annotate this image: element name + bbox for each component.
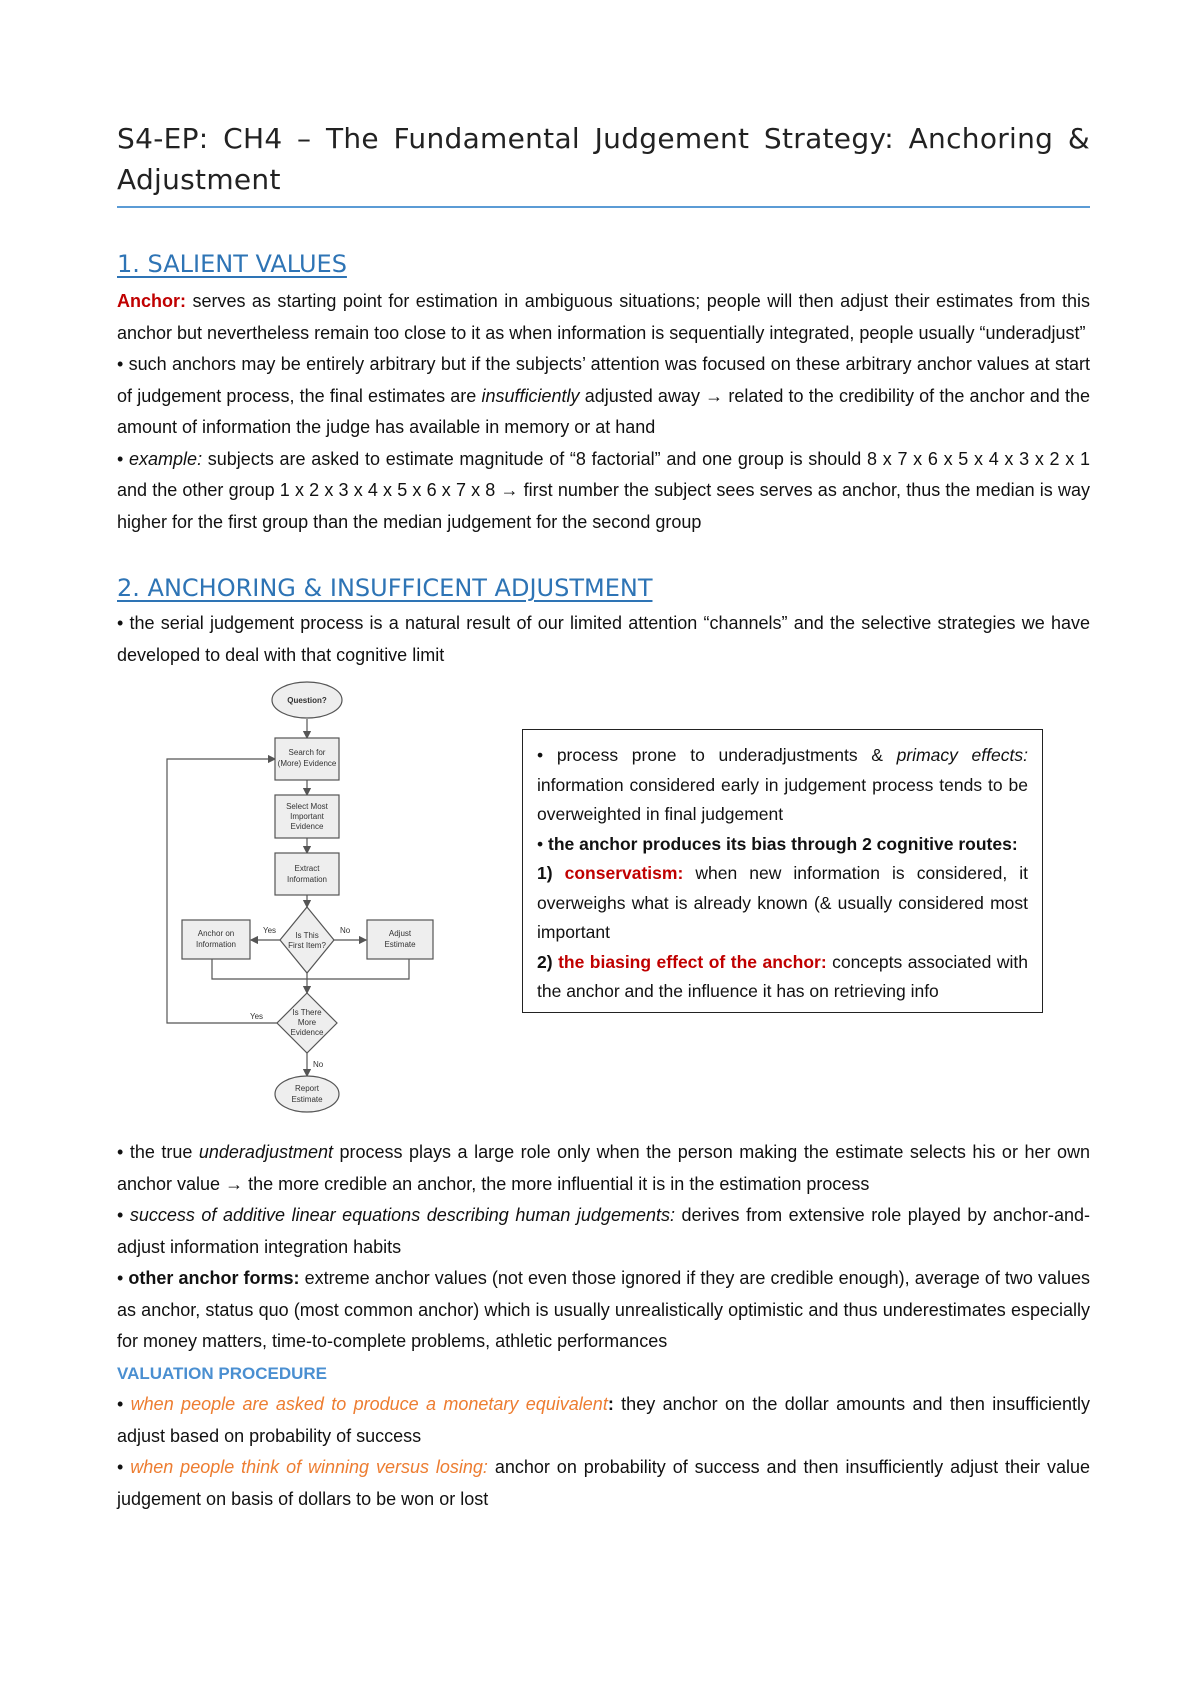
bullet-emphasis: insufficiently <box>481 385 580 406</box>
flowchart-label: Is There <box>292 1008 322 1017</box>
flowchart-label: Anchor on <box>197 929 235 938</box>
arrow-right-icon: → <box>500 480 519 500</box>
bullet-glyph: • <box>117 1205 124 1225</box>
section1-bullet-arbitrary <box>117 349 1090 444</box>
flowchart-label: Select Most <box>286 802 328 811</box>
flowchart-edge-label: No <box>313 1060 324 1069</box>
end-node-report-estimate <box>275 1076 339 1112</box>
bullet-text: subjects are asked to estimate magnitude of “8 factorial” and one group is should 8 x 7 x 6 x 5 x 4 x 3 x 2 x 1 and the other group 1 x 2 x 3 x 4 x 5 x 6 x 7 x 8 <box>117 448 1090 500</box>
bullet-glyph: • <box>117 448 124 469</box>
bullet-text: first number the subject sees serves as anchor, thus the median is way higher for the first group than the median judgement for the second group <box>117 480 1090 532</box>
bullet-text: the serial judgement process is a natural result of our limited attention “channels” and the selective strategies we have developed to deal with that cognitive limit <box>117 613 1090 665</box>
lower-bullet-linear-equations <box>117 1200 1090 1263</box>
box-route-biasing <box>537 948 1028 1007</box>
bullet-colon: : <box>607 1394 614 1414</box>
flowchart-label: Question? <box>287 696 327 705</box>
route-text: when new information is considered, it overweighs what is already known (& usually considered most important <box>537 863 1028 942</box>
bullet-orange-emphasis: when people think of winning versus losing: <box>130 1457 488 1477</box>
bullet-emphasis: underadjustment <box>198 1142 333 1162</box>
flowchart-label: Report <box>294 1084 320 1093</box>
flowchart-label: Estimate <box>384 940 416 949</box>
lower-bullet-anchor-forms <box>117 1263 1090 1358</box>
flowchart-label: More <box>297 1018 317 1027</box>
bullet-glyph: • <box>117 354 124 374</box>
flowchart-label: Search for <box>288 748 326 757</box>
document-page <box>117 118 1090 1515</box>
valuation-procedure-heading: VALUATION PROCEDURE <box>117 1363 327 1383</box>
section2-heading: 2. ANCHORING & INSUFFICENT ADJUSTMENT <box>117 574 653 602</box>
route-term: conservatism: <box>564 863 684 883</box>
bullet-text: such anchors may be entirely arbitrary but if the subjects’ attention was focused on these arbitrary anchor values at start of judgement process, the final estimates are <box>117 354 1090 406</box>
bullet-glyph: • <box>117 1457 124 1477</box>
flowchart-label: (More) Evidence <box>277 759 337 768</box>
bullet-emphasis: example: <box>129 448 203 469</box>
anchor-definition <box>117 286 1090 349</box>
flowchart-label: Adjust <box>388 929 412 938</box>
bullet-text: extreme anchor values (not even those ignored if they are credible enough), average of two values as anchor, status quo (most common anchor) which is usually unrealistically optimistic and thus underestimates especially for money matters, time-to-complete problems, athletic performances <box>117 1268 1091 1351</box>
flowchart-label: Evidence <box>290 1028 324 1037</box>
decision-first-item <box>280 907 334 973</box>
route-term: the biasing effect of the anchor: <box>558 951 827 972</box>
bullet-strong: the anchor produces its bias through 2 cognitive routes: <box>548 833 1018 854</box>
summary-box <box>522 729 1043 1013</box>
bullet-text: related to the credibility of the anchor and the amount of information the judge has available in memory or at hand <box>117 385 1090 437</box>
box-bullet-routes <box>537 830 1028 860</box>
bullet-text: they anchor on the dollar amounts and then insufficiently adjust based on probability of success <box>117 1394 1090 1446</box>
bullet-glyph: • <box>537 833 544 854</box>
bullet-glyph: • <box>117 1394 124 1414</box>
bullet-glyph: • <box>117 1142 124 1162</box>
bullet-glyph: • <box>117 613 124 633</box>
section1-heading: 1. SALIENT VALUES <box>117 250 347 278</box>
bullet-text: adjusted away <box>579 385 706 406</box>
bullet-text: process prone to underadjustments & <box>556 745 897 765</box>
page-title: S4-EP: CH4 – The Fundamental Judgement Strategy: Anchoring & Adjustment <box>117 122 1090 196</box>
flowchart-edge-label: No <box>340 926 351 935</box>
flowchart-label: Important <box>290 812 324 821</box>
bullet-text: derives from extensive role played by anchor-and-adjust information integration habits <box>117 1205 1090 1257</box>
section1-bullet-example <box>117 444 1090 539</box>
flowchart-edge-label: Yes <box>250 1012 264 1021</box>
bullet-text: anchor on probability of success and then insufficiently adjust their value judgement on basis of dollars to be won or lost <box>117 1457 1090 1509</box>
bullet-glyph: • <box>537 745 544 765</box>
anchor-definition-text: serves as starting point for estimation in ambiguous situations; people will then adjust their estimates from this anchor but nevertheless remain too close to it as when information is sequentially integrated, people usually “underadjust” <box>117 291 1090 343</box>
bullet-emphasis: primacy effects: <box>896 745 1028 765</box>
node-extract-information <box>275 853 339 895</box>
bullet-text: the more credible an anchor, the more influential it is in the estimation process <box>243 1173 870 1194</box>
bullet-orange-emphasis: when people are asked to produce a monetary equivalent <box>130 1394 608 1414</box>
bullet-emphasis: success of additive linear equations describing human judgements: <box>129 1205 675 1225</box>
box-route-conservatism <box>537 859 1028 948</box>
flowchart-edge-label: Yes <box>263 926 277 935</box>
box-bullet-primacy <box>537 741 1028 830</box>
flowchart-label: Extract <box>294 864 320 873</box>
anchoring-flowchart <box>147 675 467 1135</box>
valuation-bullet-monetary <box>117 1389 1090 1452</box>
flowchart-label: Evidence <box>290 822 324 831</box>
bullet-strong: other anchor forms: <box>128 1268 300 1288</box>
route-number: 2) <box>537 951 559 972</box>
route-text: concepts associated with the anchor and the influence it has on retrieving info <box>537 951 1028 1001</box>
flowchart-label: Estimate <box>291 1095 323 1104</box>
route-number: 1) <box>537 863 565 883</box>
arrow-right-icon: → <box>705 385 724 406</box>
flowchart-label: Information <box>195 940 237 949</box>
arrow-right-icon: → <box>225 1173 244 1194</box>
bullet-text: the true <box>129 1142 199 1162</box>
anchor-term: Anchor: <box>117 291 186 311</box>
title-underline <box>117 206 1090 208</box>
figure-row <box>117 675 1090 1137</box>
flowchart-label: First Item? <box>288 941 326 950</box>
valuation-bullet-winning <box>117 1452 1090 1515</box>
lower-bullet-underadjustment <box>117 1137 1090 1200</box>
flowchart-label: Is This <box>295 931 319 940</box>
bullet-text: information considered early in judgement process tends to be overweighted in final judgement <box>537 774 1028 824</box>
bullet-glyph: • <box>117 1268 124 1288</box>
bullet-text: process plays a large role only when the person making the estimate selects his or her own anchor value <box>117 1142 1090 1194</box>
flowchart-label: Information <box>286 875 328 884</box>
section2-bullet-serial <box>117 608 1090 671</box>
